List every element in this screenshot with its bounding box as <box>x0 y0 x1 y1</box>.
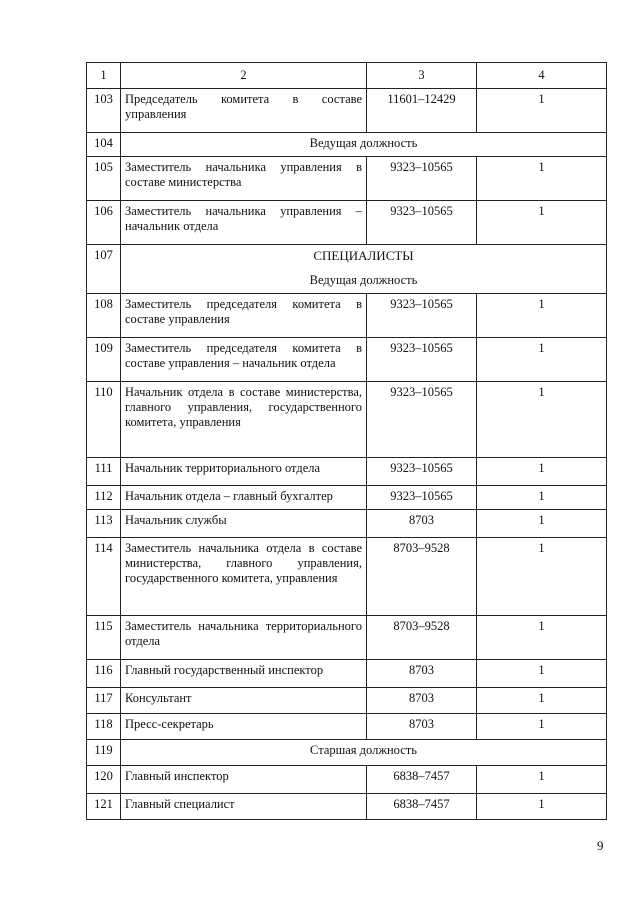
salary-range: 8703 <box>367 714 477 740</box>
salary-range: 9323–10565 <box>367 157 477 201</box>
position-title: Заместитель начальника территориального отдела <box>121 616 367 660</box>
position-title: Начальник территориального отдела <box>121 458 367 486</box>
page-number: 9 <box>597 838 604 853</box>
position-count: 1 <box>477 660 607 688</box>
salary-range: 9323–10565 <box>367 338 477 382</box>
position-count: 1 <box>477 616 607 660</box>
row-number: 115 <box>87 616 121 660</box>
table-row <box>87 766 607 794</box>
position-group-heading: Ведущая должность <box>309 136 418 150</box>
header-cell-3: 3 <box>367 63 477 89</box>
row-number: 111 <box>87 458 121 486</box>
row-number: 117 <box>87 688 121 714</box>
row-number: 103 <box>87 89 121 133</box>
table-header-row <box>87 63 607 89</box>
salary-range: 8703–9528 <box>367 616 477 660</box>
salary-range: 11601–12429 <box>367 89 477 133</box>
position-count: 1 <box>477 201 607 245</box>
row-number: 107 <box>87 245 121 294</box>
position-count: 1 <box>477 794 607 820</box>
table-row <box>87 538 607 616</box>
position-title: Начальник отдела – главный бухгалтер <box>121 486 367 510</box>
position-count: 1 <box>477 688 607 714</box>
section-heading-cell <box>121 133 607 157</box>
section-row <box>87 740 607 766</box>
position-title: Главный специалист <box>121 794 367 820</box>
table-row <box>87 294 607 338</box>
row-number: 105 <box>87 157 121 201</box>
salary-range: 6838–7457 <box>367 766 477 794</box>
table-row <box>87 794 607 820</box>
position-title: Заместитель начальника управления в составе министерства <box>121 157 367 201</box>
row-number: 121 <box>87 794 121 820</box>
header-cell-2: 2 <box>121 63 367 89</box>
salary-range: 9323–10565 <box>367 294 477 338</box>
salary-table <box>86 62 607 820</box>
position-title: Заместитель председателя комитета в составе управления – начальник отдела <box>121 338 367 382</box>
row-number: 118 <box>87 714 121 740</box>
section-heading-cell <box>121 740 607 766</box>
position-title: Начальник службы <box>121 510 367 538</box>
row-number: 116 <box>87 660 121 688</box>
row-number: 108 <box>87 294 121 338</box>
salary-range: 9323–10565 <box>367 486 477 510</box>
position-count: 1 <box>477 338 607 382</box>
position-group-heading: Ведущая должность <box>309 273 418 287</box>
position-count: 1 <box>477 766 607 794</box>
table-row <box>87 510 607 538</box>
position-title: Главный государственный инспектор <box>121 660 367 688</box>
row-number: 113 <box>87 510 121 538</box>
position-count: 1 <box>477 157 607 201</box>
row-number: 106 <box>87 201 121 245</box>
row-number: 112 <box>87 486 121 510</box>
table-row <box>87 157 607 201</box>
position-count: 1 <box>477 89 607 133</box>
table-row <box>87 458 607 486</box>
position-title: Заместитель начальника управления – начальник отдела <box>121 201 367 245</box>
section-heading-cell <box>121 245 607 294</box>
salary-range: 9323–10565 <box>367 201 477 245</box>
category-heading: СПЕЦИАЛИСТЫ <box>313 248 414 263</box>
position-title: Начальник отдела в составе министерства, главного управления, государственного комитета, управления <box>121 382 367 458</box>
table-row <box>87 616 607 660</box>
table-row <box>87 688 607 714</box>
position-title: Заместитель начальника отдела в составе министерства, главного управления, государственного комитета, управления <box>121 538 367 616</box>
position-count: 1 <box>477 294 607 338</box>
salary-range: 8703 <box>367 510 477 538</box>
salary-range: 8703 <box>367 688 477 714</box>
table-row <box>87 714 607 740</box>
table-row <box>87 486 607 510</box>
header-cell-4: 4 <box>477 63 607 89</box>
salary-range: 9323–10565 <box>367 382 477 458</box>
position-group-heading: Старшая должность <box>310 743 417 757</box>
table-row <box>87 660 607 688</box>
position-count: 1 <box>477 538 607 616</box>
header-cell-1: 1 <box>87 63 121 89</box>
position-title: Заместитель председателя комитета в составе управления <box>121 294 367 338</box>
table-body <box>87 63 607 820</box>
salary-range: 8703 <box>367 660 477 688</box>
table-row <box>87 382 607 458</box>
table-row <box>87 89 607 133</box>
position-count: 1 <box>477 714 607 740</box>
table-row <box>87 201 607 245</box>
position-count: 1 <box>477 510 607 538</box>
section-row <box>87 133 607 157</box>
row-number: 109 <box>87 338 121 382</box>
salary-range: 8703–9528 <box>367 538 477 616</box>
position-count: 1 <box>477 458 607 486</box>
position-title: Консультант <box>121 688 367 714</box>
position-count: 1 <box>477 382 607 458</box>
salary-range: 9323–10565 <box>367 458 477 486</box>
table-row <box>87 338 607 382</box>
section-row <box>87 245 607 294</box>
position-title: Пресс-секретарь <box>121 714 367 740</box>
row-number: 104 <box>87 133 121 157</box>
row-number: 120 <box>87 766 121 794</box>
position-count: 1 <box>477 486 607 510</box>
position-title: Председатель комитета в составе управления <box>121 89 367 133</box>
position-title: Главный инспектор <box>121 766 367 794</box>
row-number: 110 <box>87 382 121 458</box>
row-number: 114 <box>87 538 121 616</box>
salary-range: 6838–7457 <box>367 794 477 820</box>
row-number: 119 <box>87 740 121 766</box>
